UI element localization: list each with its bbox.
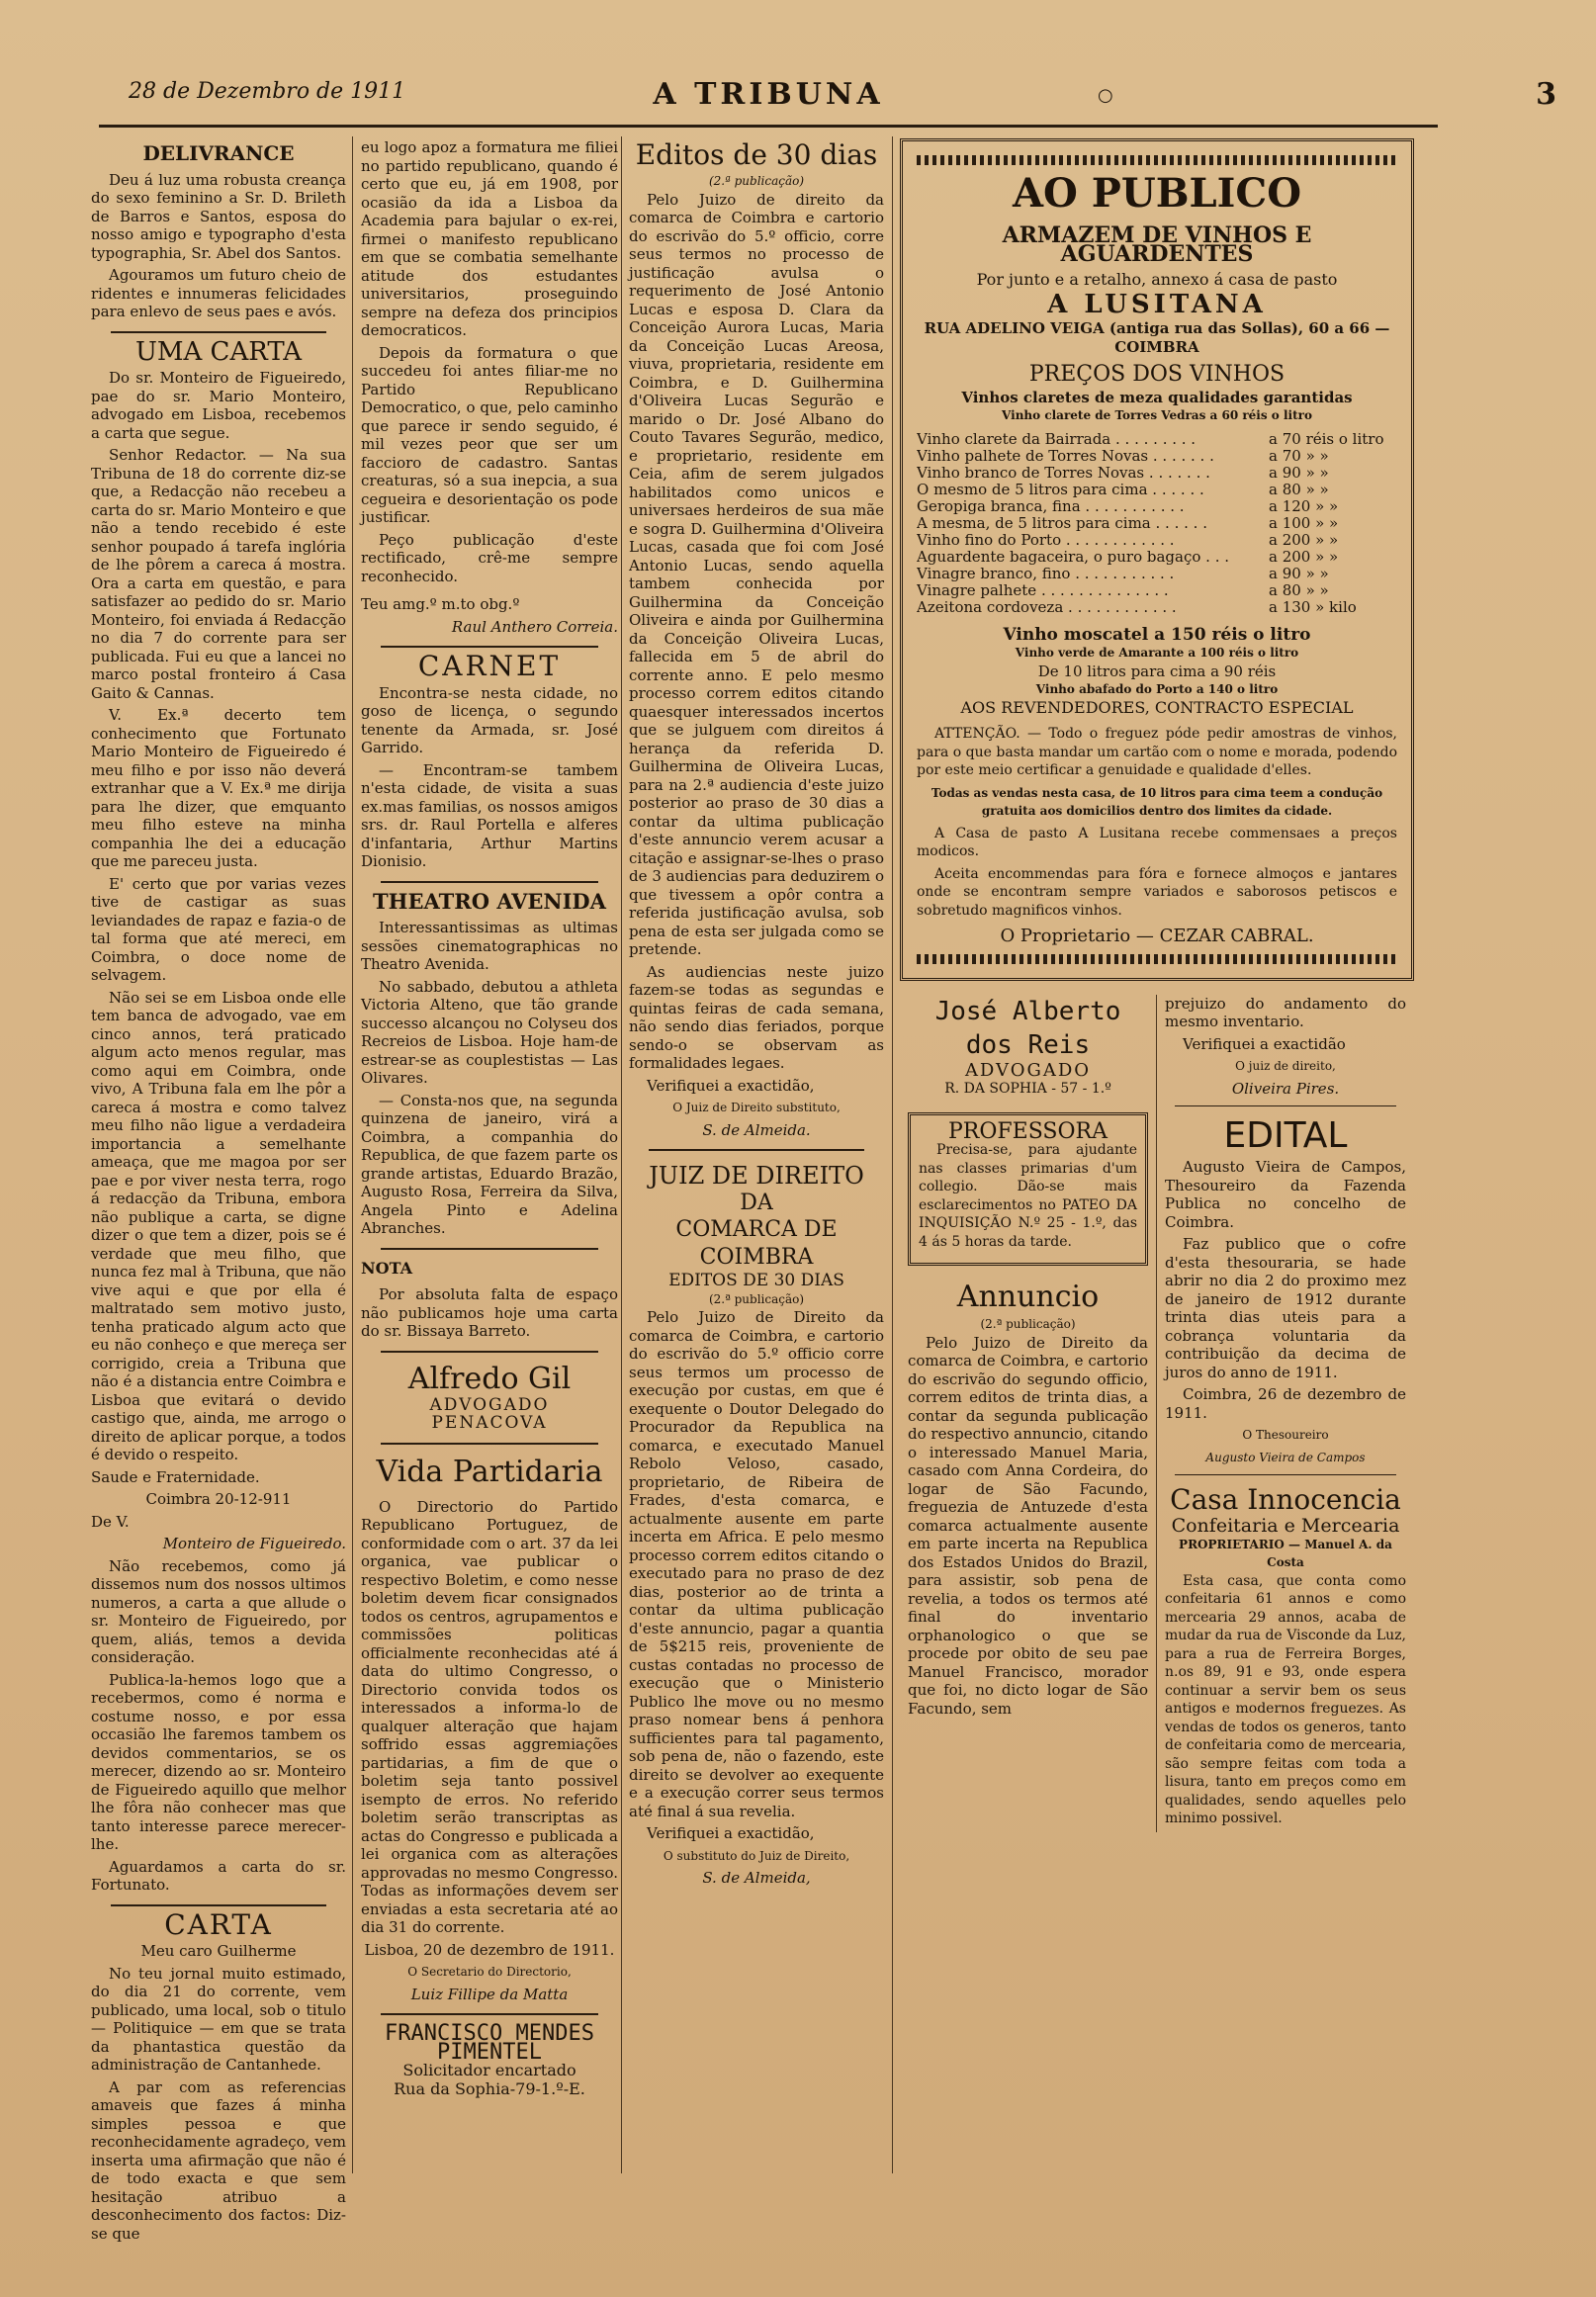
ao-publico-ad xyxy=(900,138,1414,981)
armazem-heading: ARMAZEM DE VINHOS E AGUARDENTES xyxy=(1002,222,1312,267)
price-list xyxy=(917,431,1397,616)
vida-signoff: O Secretario do Directorio, xyxy=(407,1965,572,1979)
juiz-signoff: O substituto do Juiz de Direito, xyxy=(663,1848,850,1863)
carta2-paragraph: A par com as referencias amaveis que fazes á minha simples pessoa e que reconhecidamente agradeço, vem inserta uma afirmação que não é de todo exacta e que sem hesitação atribuo a desconhecimento dos factos: Diz-se que xyxy=(91,2077,346,2243)
theatro-paragraph: Interessantissimas as ultimas sessões cinematographicas no Theatro Avenida. xyxy=(361,919,618,973)
lusitana-address: RUA ADELINO VEIGA (antiga rua das Sollas), 60 a 66 — COIMBRA xyxy=(924,319,1390,356)
carta2-paragraph: No teu jornal muito estimado, do dia 21 do corrente, vem publicado, uma local, sob o titulo — Politiquice — em que se trata da phantastica questão da administração de Cantanhede. xyxy=(91,1964,346,2074)
price-row xyxy=(917,431,1397,448)
price-value: a 100 » » xyxy=(1269,513,1339,532)
gil-role: ADVOGADO xyxy=(429,1394,550,1415)
divider xyxy=(381,1443,598,1445)
price-row xyxy=(917,599,1397,616)
price-value: a 80 » » xyxy=(1269,480,1329,498)
prejuizo-text: prejuizo do andamento do mesmo inventario. xyxy=(1165,994,1406,1030)
divider xyxy=(381,2013,598,2015)
pimentel-role: Solicitador encartado xyxy=(402,2061,576,2079)
price-row xyxy=(917,498,1397,515)
carta2-continued: Depois da formatura o que succedeu foi antes filiar-me no Partido Republicano Democratico, o que, pelo caminho que parece ir sendo seguido, é mil vezes peor que ser um faccioro de cadastro. Santas creaturas, só a sua inepcia, a sua cegueira e desorientação os pode justificar. xyxy=(361,343,618,526)
carta-intro: Do sr. Monteiro de Figueiredo, pae do sr. Mario Monteiro, advogado em Lisboa, recebemos a carta que segue. xyxy=(91,369,346,442)
claretes-heading: Vinhos claretes de meza qualidades garantidas xyxy=(961,388,1353,406)
juiz-subheading: EDITOS DE 30 DIAS xyxy=(668,1271,844,1290)
carta2-continued: Peço publicação d'este rectificado, crê-me sempre reconhecido. xyxy=(361,530,618,585)
innocencia-text: Esta casa, que conta como confeitaria 61 annos e como mercearia 29 annos, acaba de mudar da rua de Visconde da Luz, para a rua de Ferreira Borges, n.os 89, 91 e 93, onde espera continuar a servir bem os seus antigos e modernos freguezes. As vendas de todos os generos, tanto de confeitaria como de mercearia, são sempre feitas com toda a lisura, tanto em preços como em qualidades, sendo aquelles pelo minimo possivel. xyxy=(1165,1572,1406,1826)
issue-date: 28 de Dezembro de 1911 xyxy=(129,79,406,104)
divider xyxy=(111,331,326,333)
reis-role: ADVOGADO xyxy=(964,1059,1092,1081)
de10-line: De 10 litros para cima a 90 réis xyxy=(1037,662,1277,680)
price-row xyxy=(917,448,1397,465)
price-row xyxy=(917,515,1397,532)
price-item: Geropiga branca, fina . . . . . . . . . . . xyxy=(917,497,1185,515)
por-junto: Por junto e a retalho, annexo á casa de pasto xyxy=(976,270,1338,289)
precos-heading: PREÇOS DOS VINHOS xyxy=(1028,362,1286,387)
moscatel-line: Vinho moscatel a 150 réis o litro xyxy=(1003,624,1311,645)
delivrance-text: Deu á luz uma robusta creança do sexo feminino a Sr. D. Brileth de Barros e Santos, esposa do nosso amigo e typographo d'esta typographia, Sr. Abel dos Santos. xyxy=(91,170,346,262)
carta-reply: Não recebemos, como já dissemos num dos nossos ultimos numeros, a carta a que allude o sr. Monteiro de Figueiredo, por quem, aliás, temos a devida consideração. xyxy=(91,1556,346,1666)
column-4 xyxy=(900,138,1414,1832)
prejuizo-signoff: O juiz de direito, xyxy=(1235,1059,1336,1073)
column-2 xyxy=(361,138,618,2098)
nota-heading: NOTA xyxy=(361,1258,413,1278)
price-value: a 70 réis o litro xyxy=(1269,429,1384,448)
verde-line: Vinho verde de Amarante a 100 réis o litro xyxy=(1015,646,1299,660)
column-1 xyxy=(91,138,346,2247)
editos-subheading: (2.ª publicação) xyxy=(708,174,805,188)
carta-signoff: De V. xyxy=(91,1512,130,1531)
abafado-line: Vinho abafado do Porto a 140 o litro xyxy=(1035,682,1279,696)
divider xyxy=(111,1904,326,1906)
edital-heading: EDITAL xyxy=(1223,1115,1348,1156)
annuncio-publication: (2.ª publicação) xyxy=(980,1317,1076,1331)
ao-publico-heading: AO PUBLICO xyxy=(1012,170,1302,217)
carta-reply: Publica-la-hemos logo que a recebermos, como é norma e costume nosso, e por essa occasião lhe faremos tambem os devidos commentarios, se os merecer, dizendo ao sr. Monteiro de Figueiredo aquillo que melhor lhe fôra não conhecer mas que tanto interesse parece merecer-lhe. xyxy=(91,1670,346,1853)
prejuizo-signature: Oliveira Pires. xyxy=(1231,1079,1340,1098)
price-item: Vinho fino do Porto . . . . . . . . . . . . xyxy=(917,531,1175,549)
innocencia-subheading: Confeitaria e Mercearia xyxy=(1171,1515,1400,1537)
editos-paragraph: Pelo Juizo de direito da comarca de Coimbra e cartorio do escrivão do 5.º officio, corre seus termos no processo de justificação avulsa o requerimento de José Antonio Lucas e esposa D. Clara da Conceição Aurora Lucas, Maria da Conceição Lucas Areosa, viuva, proprietaria, residente em Coimbra, e D. Guilhermina d'Oliveira Lucas Segurão e marido o Dr. José Albano do Couto Tavares Segurão, medico, e proprietario, residente em Ceia, afim de serem julgados habilitados como unicos e universaes herdeiros de sua mãe e sogra D. Guilhermina d'Oliveira Lucas, casada que foi com José Antonio Lucas, sendo aquella tambem conhecida por Guilhermina da Conceição Oliveira e ainda por Guilhermina da Conceição Oliveira Lucas, fallecida em 5 de abril do corrente anno. E pelo mesmo processo correm editos citando quaesquer interessados incertos que se julguem com direitos á herança da referida D. Guilhermina de Oliveira Lucas, para na 2.ª audiencia d'este juizo posterior ao praso de 30 dias a contar da ultima publicação d'este annuncio verem acusar a citação e assignar-se-lhes o praso de 3 audiencias para deduzirem o que tivessem a opôr contra a referida justificação avulsa, sob pena de esta ser julgada como se pretende. xyxy=(629,190,884,958)
editos-verify: Verifiquei a exactidão, xyxy=(647,1076,815,1095)
price-value: a 130 » kilo xyxy=(1269,597,1357,616)
price-item: Vinho clarete da Bairrada . . . . . . . . . xyxy=(917,430,1197,448)
juiz-verify: Verifiquei a exactidão, xyxy=(647,1824,815,1842)
revendedores-line: AOS REVENDEDORES, CONTRACTO ESPECIAL xyxy=(960,697,1354,717)
uma-carta-heading: UMA CARTA xyxy=(134,336,303,367)
juiz-publication: (2.ª publicação) xyxy=(708,1291,805,1306)
theatro-paragraph: — Consta-nos que, na segunda quinzena de janeiro, virá a Coimbra, a companhia do Republica, de que fazem parte os grande artistas, Eduardo Brazão, Augusto Rosa, Ferreira da Silva, Angela Pinto e Adelina Abranches. xyxy=(361,1091,618,1237)
price-row xyxy=(917,582,1397,599)
innocencia-heading: Casa Innocencia xyxy=(1170,1483,1401,1516)
gil-place: PENACOVA xyxy=(431,1413,548,1433)
price-value: a 80 » » xyxy=(1269,580,1329,599)
professora-text: Precisa-se, para ajudante nas classes primarias d'um collegio. Dão-se mais esclarecimentos no PATEO DA INQUISIÇÃO N.º 25 - 1.º, das 4 ás 5 horas da tarde. xyxy=(919,1142,1137,1250)
column-3 xyxy=(629,138,884,1892)
price-item: Vinagre branco, fino . . . . . . . . . . . xyxy=(917,565,1175,582)
edital-text: Augusto Vieira de Campos, Thesoureiro da Fazenda Publica no concelho de Coimbra. xyxy=(1165,1158,1406,1231)
price-value: a 90 » » xyxy=(1269,463,1329,482)
edital-date: Coimbra, 26 de dezembro de 1911. xyxy=(1165,1385,1406,1422)
divider xyxy=(649,1149,864,1151)
divider xyxy=(381,881,598,883)
ornament-border xyxy=(917,954,1397,964)
column-rule xyxy=(352,136,353,2173)
editos-signature: S. de Almeida. xyxy=(702,1120,811,1139)
prejuizo-verify: Verifiquei a exactidão xyxy=(1183,1034,1346,1053)
carta2-continued: eu logo apoz a formatura me filiei no partido republicano, quando é certo que eu, já em 1908, por ocasião da ida a Lisboa da Academia para bajular o ex-rei, firmei o manifesto republicano em que se combatia semelhante atitude dos estudantes universitarios, proseguindo sempre na defeza dos principios democraticos. xyxy=(361,138,618,339)
price-row xyxy=(917,465,1397,482)
delivrance-text-2: Agouramos um futuro cheio de ridentes e innumeras felicidades para enlevo de seus paes e avós. xyxy=(91,266,346,320)
divider xyxy=(1175,1474,1396,1475)
juiz-heading: DA xyxy=(740,1191,773,1215)
pimentel-address: Rua da Sophia-79-1.º-E. xyxy=(394,2078,585,2098)
attencao-text: ATTENÇÃO. — Todo o freguez póde pedir amostras de vinhos, para o que basta mandar um cartão com o nome e morada, podendo por este meio certificar a genuidade e qualidade d'elles. xyxy=(917,726,1397,778)
editos-signoff: O Juiz de Direito substituto, xyxy=(672,1101,841,1114)
gil-name: Alfredo Gil xyxy=(407,1361,572,1396)
ornament-border xyxy=(917,155,1397,165)
vendas-text: Todas as vendas nesta casa, de 10 litros para cima teem a condução gratuita aos domicilios dentro dos limites da cidade. xyxy=(931,785,1383,818)
page-header xyxy=(99,77,1556,128)
claretes-subheading: Vinho clarete de Torres Vedras a 60 réis o litro xyxy=(1002,408,1312,422)
price-value: a 200 » » xyxy=(1269,547,1339,566)
ornament-dot: ○ xyxy=(1098,85,1113,106)
price-item: Vinagre palhete . . . . . . . . . . . . . . xyxy=(917,581,1169,599)
lower-ads xyxy=(900,995,1414,1832)
carta-paragraph: V. Ex.ª decerto tem conhecimento que Fortunato Mario Monteiro de Figueiredo é meu filho e por isso não deverá extranhar que a V. Ex.ª me dirija para lhe dizer, que emquanto meu filho esteve na minha companhia lhe dei a educação que me pareceu justa. xyxy=(91,706,346,870)
carta-paragraph: Não sei se em Lisboa onde elle tem banca de advogado, vae em cinco annos, terá praticado algum acto menos regular, mas como aqui em Coimbra, onde vivo, A Tribuna fala em lhe pôr a careca á mostra e como talvez meu filho não ligue a verdadeira importancia a semelhante ameaça, que me magoa por ser pae e por viver nesta terra, rogo á redacção da Tribuna, embora não publique a carta, se digne dizer o que tem a dizer, pois se é verdade que meu filho, que nunca fez mal à Tribuna, que não vive aqui e que por ella é maltratado sem motivo justo, tenha praticado algum acto que eu não conheço e que mereça ser corrigido, creia a Tribuna que não é a distancia entre Coimbra e Lisboa que evitará o devido castigo que, ainda, me arrogo o direito de aplicar porque, a todos é devido o respeito. xyxy=(91,988,346,1463)
price-row xyxy=(917,532,1397,549)
pimentel-name: FRANCISCO MENDES PIMENTEL xyxy=(385,2021,594,2065)
price-item: Vinho palhete de Torres Novas . . . . . . . xyxy=(917,447,1214,465)
price-row xyxy=(917,549,1397,566)
editos-heading: Editos de 30 dias xyxy=(635,138,878,171)
carnet-heading: CARNET xyxy=(417,650,562,682)
column-rule xyxy=(892,136,893,2173)
price-item: Azeitona cordoveza . . . . . . . . . . . . xyxy=(917,598,1177,616)
carta-signoff: Saude e Fraternidade. xyxy=(91,1467,260,1486)
carta2-signature: Raul Anthero Correia. xyxy=(451,617,618,636)
price-item: Aguardente bagaceira, o puro bagaço . . . xyxy=(917,548,1229,566)
juiz-paragraph: Pelo Juizo de Direito da comarca de Coimbra, e cartorio do escrivão do 5.º officio corre seus termos um processo de execução por custas, em que é exequente o Doutor Delegado do Procurador da Republica na comarca, e executado Manuel Rebolo Veloso, casado, proprietario, de Ribeira de Frades, d'esta comarca, e actualmente ausente em parte incerta em Africa. E pelo mesmo processo correm editos citando o executado para no praso de dez dias, posterior ao de trinta a contar da ultima publicação d'este annuncio, pagar a quantia de 5$215 reis, proveniente de custas contadas no processo de execução que o Ministerio Publico lhe move ou no mesmo praso nomear bens á penhora sufficientes para tal pagamento, sob pena de, não o fazendo, este direito se devolver ao exequente e a execução correr seus termos até final á sua revelia. xyxy=(629,1308,884,1820)
price-item: O mesmo de 5 litros para cima . . . . . . xyxy=(917,481,1204,498)
carta-paragraph: Senhor Redactor. — Na sua Tribuna de 18 do corrente diz-se que, a Redacção não recebeu a carta do sr. Mario Monteiro e que não a tendo recebido é este senhor poupado á tarefa inglória de lhe pôrem a careca á mostra. Ora a carta em questão, e para satisfazer ao pedido do sr. Mario Monteiro, foi enviada á Redacção no dia 7 do corrente para ser publicada. Fui eu que a lancei no marco postal fronteiro á Casa Gaito & Cannas. xyxy=(91,446,346,702)
carta2-signoff: Teu amg.º m.to obg.º xyxy=(361,595,520,613)
edital-signature: Augusto Vieira de Campos xyxy=(1205,1450,1366,1464)
price-row xyxy=(917,566,1397,582)
editos-paragraph: As audiencias neste juizo fazem-se todas as segundas e quintas feiras de cada semana, não sendo dias feriados, porque sendo-o se observam as formalidades legaes. xyxy=(629,962,884,1072)
divider xyxy=(381,1351,598,1353)
vida-paragraph: O Directorio do Partido Republicano Portuguez, de conformidade com o art. 37 da lei organica, vae publicar o respectivo Boletim, e como nesse boletim devem ficar consignados todos os centros, agrupamentos e commissões politicas officialmente reconhecidas até á data do ultimo Congresso, o Directorio convida todos os interessados a informa-lo de qualquer alteração que hajam soffrido essas aggremiações partidarias, a fim de que o boletim seja tanto possivel isempto de erros. No referido boletim serão transcriptas as actas do Congresso e publicada a lei organica com as alterações approvadas no mesmo Congresso. Todas as informações devem ser enviadas a esta secretaria até ao dia 31 do corrente. xyxy=(361,1497,618,1936)
carnet-paragraph: Encontra-se nesta cidade, no goso de licença, o segundo tenente da Armada, sr. José Garrido. xyxy=(361,683,618,756)
aceita-text: Aceita encommendas para fóra e fornece almoços e jantares onde se encontram sempre variados e saborosos petiscos e sobretudo magnificos vinhos. xyxy=(917,865,1397,919)
carta-signature: Monteiro de Figueiredo. xyxy=(162,1535,346,1552)
lusitana-name: A LUSITANA xyxy=(1047,289,1267,319)
theatro-paragraph: No sabbado, debutou a athleta Victoria Alteno, que tão grande successo alcançou no Colyseu dos Recreios de Lisboa. Hoje ham-de estrear-se as couplestistas — Las Olivares. xyxy=(361,977,618,1087)
edital-text: Faz publico que o cofre d'esta thesouraria, se hade abrir no dia 2 do proximo mez de janeiro de 1912 durante trinta dias uteis para a cobrança voluntaria da contribuição da decima de juros do anno de 1911. xyxy=(1165,1235,1406,1381)
carta-heading: CARTA xyxy=(164,1907,273,1941)
lower-right-column xyxy=(1157,995,1414,1832)
reis-address: R. DA SOPHIA - 57 - 1.º xyxy=(944,1081,1111,1097)
price-value: a 120 » » xyxy=(1269,496,1339,515)
innocencia-proprietor: PROPRIETARIO — Manuel A. da Costa xyxy=(1179,1537,1392,1569)
page-number: 3 xyxy=(1536,77,1556,112)
vida-date: Lisboa, 20 de dezembro de 1911. xyxy=(364,1940,615,1959)
vida-signature: Luiz Fillipe da Matta xyxy=(410,1985,569,2003)
carta-date: Coimbra 20-12-911 xyxy=(145,1490,292,1508)
annuncio-text: Pelo Juizo de Direito da comarca de Coimbra, e cartorio do escrivão do segundo officio, correm editos de trinta dias, a contar da segunda publicação do respectivo annuncio, citando o interessado Manuel Maria, casado com Anna Cordeira, do logar de São Facundo, freguezia de Antuzede d'esta comarca actualmente ausente em parte incerta na Republica dos Estados Unidos do Brazil, para assistir, sob pena de revelia, a todos os termos até final do inventario orphanologico o que se procede por obito de seu pae Manuel Francisco, morador que foi, no dicto logar de São Facundo, sem xyxy=(908,1333,1148,1718)
nota-text: Por absoluta falta de espaço não publicamos hoje uma carta do sr. Bissaya Barreto. xyxy=(361,1285,618,1340)
reis-name: José Alberto dos Reis xyxy=(934,996,1121,1060)
casa-pasto-text: A Casa de pasto A Lusitana recebe commensaes a preços modicos. xyxy=(917,825,1397,859)
delivrance-heading: DELIVRANCE xyxy=(142,141,295,165)
juiz-signature: S. de Almeida, xyxy=(702,1869,811,1887)
divider xyxy=(1175,1105,1396,1106)
juiz-heading: COMARCA DE COIMBRA xyxy=(675,1217,838,1270)
price-item: Vinho branco de Torres Novas . . . . . . . xyxy=(917,464,1210,482)
price-row xyxy=(917,482,1397,498)
proprietario-line: O Proprietario — CEZAR CABRAL. xyxy=(1000,926,1314,946)
annuncio-heading: Annuncio xyxy=(956,1280,1100,1314)
price-value: a 90 » » xyxy=(1269,564,1329,582)
juiz-heading: JUIZ DE DIREITO xyxy=(649,1162,864,1190)
professora-ad xyxy=(908,1112,1148,1267)
carnet-paragraph: — Encontram-se tambem n'esta cidade, de visita a suas ex.mas familias, os nossos amigos srs. dr. Raul Portella e alferes d'infantaria, Arthur Martins Dionisio. xyxy=(361,760,618,870)
edital-signoff: O Thesoureiro xyxy=(1242,1428,1329,1442)
price-value: a 70 » » xyxy=(1269,446,1329,465)
divider xyxy=(381,646,598,648)
price-value: a 200 » » xyxy=(1269,530,1339,549)
theatro-heading: THEATRO AVENIDA xyxy=(373,888,606,914)
carta2-salutation: Meu caro Guilherme xyxy=(140,1942,297,1960)
professora-heading: PROFESSORA xyxy=(948,1118,1108,1144)
newspaper-name: A TRIBUNA xyxy=(653,77,884,112)
price-item: A mesma, de 5 litros para cima . . . . . . xyxy=(917,514,1207,532)
carta-paragraph: E' certo que por varias vezes tive de castigar as suas leviandades de rapaz e fazia-o de tal forma que até mereci, em Coimbra, o doce nome de selvagem. xyxy=(91,874,346,984)
column-rule xyxy=(621,136,622,2173)
divider xyxy=(381,1248,598,1250)
lower-left-column xyxy=(900,995,1157,1832)
carta-reply: Aguardamos a carta do sr. Fortunato. xyxy=(91,1857,346,1894)
vida-heading: Vida Partidaria xyxy=(376,1454,603,1489)
